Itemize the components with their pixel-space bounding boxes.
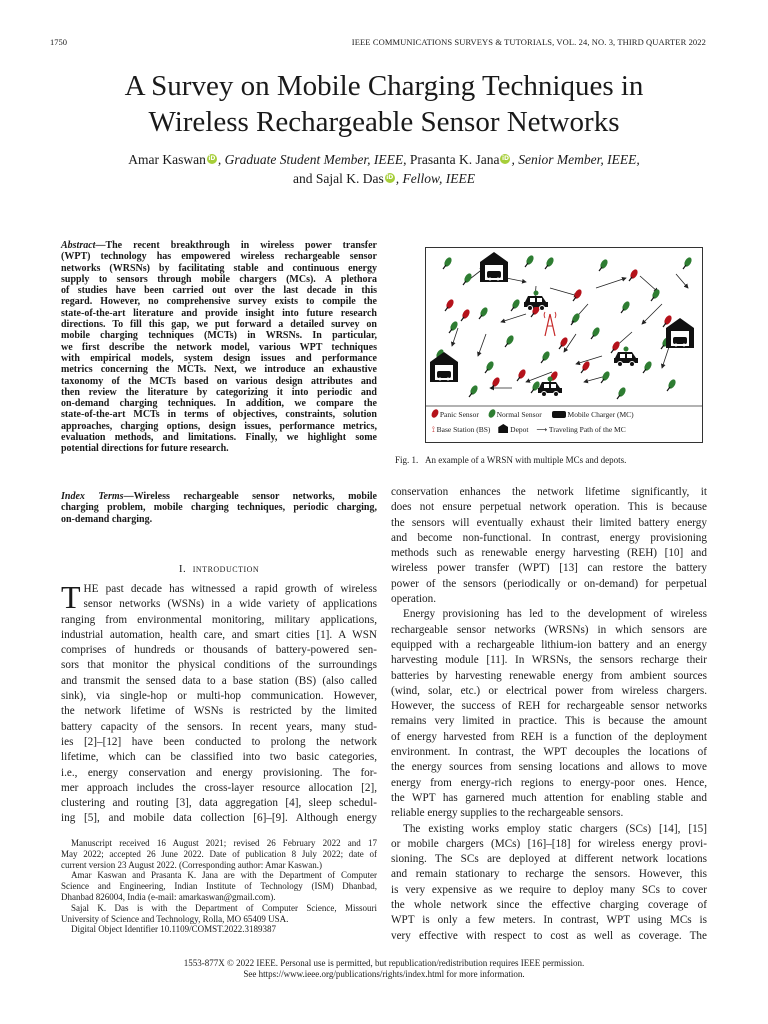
legend-panic-label: Panic Sensor — [439, 410, 479, 419]
body-line: sors that monitor the physical conditions of the surroundings — [61, 659, 377, 672]
author-role: , Graduate Student Member, IEEE — [217, 152, 404, 167]
body-line: the energy sources from sensing locations and allows to move — [391, 761, 707, 774]
body-line: ing [5], and mobile data collection [6]–[9]. Although energy — [61, 812, 377, 825]
body-line: ranging from environmental monitoring, military applications, — [61, 613, 377, 626]
body-line: equipped with a rechargeable lithium-ion battery and an energy — [391, 638, 707, 651]
section-number: I. — [178, 563, 187, 575]
abstract-line: —The recent breakthrough in wireless power transfer — [95, 240, 377, 251]
body-line: i.e., energy conservation and energy provisioning. The for- — [61, 766, 377, 779]
body-line: operation. — [391, 593, 437, 606]
index-terms — [61, 491, 377, 525]
body-line: the sensors will eventually exhaust their limited battery energy — [391, 516, 707, 529]
body-line: and transmit the sensed data to a base station (BS) (also called — [61, 674, 377, 687]
body-line: reliable energy supplies to the rechargeable sensors. — [391, 807, 624, 820]
abstract-line: on-demand charging techniques. In addition, we compare the — [61, 398, 377, 410]
depot-icons — [430, 252, 694, 382]
body-line: environment. In contrast, the WPT decouples the locations of — [391, 746, 707, 759]
orcid-icon[interactable]: iD — [501, 155, 509, 162]
abstract-line: we first describe the network model, various WPT techniques — [61, 341, 377, 353]
panic-sensors — [445, 266, 673, 389]
legend-row-1 — [432, 409, 634, 419]
page-number: 1750 — [50, 37, 67, 47]
body-line: lifetime, which can be classified into two basic categories, — [61, 751, 377, 764]
author-role: , Fellow, IEEE — [395, 171, 475, 186]
body-line: wireless power transfer (WPT) [13] can restore the battery — [391, 562, 707, 575]
body-line: ies [2]–[12] have been conducted to prolong the network — [61, 735, 377, 748]
footnote-line: Manuscript received 16 August 2021; revised 26 February 2022 and 17 — [71, 838, 377, 848]
figure-caption — [395, 455, 626, 465]
body-line: sensor networks (WSNs) in a wide variety of applications — [83, 598, 377, 611]
body-line: very effective with respect to cost as well as coverage. The — [391, 929, 707, 942]
footnote-line: Science and Engineering, Indian Institute of Technology (ISM) Dhanbad, — [61, 881, 377, 892]
panic-sensor-icon — [430, 408, 440, 419]
body-line: power of the sensors (periodically or on-demand) for perpetual — [391, 577, 707, 590]
body-line: However, the success of REH for rechargeable sensor networks — [391, 700, 707, 713]
orcid-icon[interactable]: iD — [208, 155, 216, 162]
body-line: or mobile chargers (MCs) [16]–[18] for wireless energy provi- — [391, 837, 707, 850]
abstract-line: then review the literature by categorizing it into periodic and — [61, 386, 377, 398]
abstract-line: approaches, charging options, design issues, performance metrics, — [61, 420, 377, 432]
body-line: conservation enhances the network lifetime significantly, it — [391, 486, 707, 498]
footnote-line: University of Science and Technology, Rolla, MO 65409 USA. — [61, 913, 289, 924]
body-line: Energy provisioning has led to the development of wireless — [403, 608, 707, 621]
abstract-line: state-of-the-art literature and provide insight into future research — [61, 307, 377, 319]
legend-path-label: Traveling Path of the MC — [548, 425, 626, 434]
abstract-line: directions. To fill this gap, we put forward a detailed survey on — [61, 319, 377, 331]
abstract-label: Abstract — [61, 240, 96, 251]
footnote-line: May 2022; accepted 26 June 2022. Date of publication 8 July 2022; date of — [61, 848, 377, 859]
base-station-legend-icon: ⟟ — [432, 425, 435, 434]
index-terms-line: —Wireless rechargeable sensor networks, mobile — [123, 491, 377, 502]
body-line: methods such as renewable energy harvesting (REH) [10] and — [391, 547, 707, 560]
body-line: WPT is only a few meters. In contrast, WPT using MCs is — [391, 914, 707, 927]
abstract-line: mobile charging techniques (MCTs) in WRSNs. In particular, — [61, 330, 377, 342]
body-line: The existing works employ static chargers (SCs) [14], [15] — [403, 822, 707, 835]
body-line: rechargeable sensor networks (WRSNs) in which sensors are — [391, 623, 707, 636]
body-line: HE past decade has witnessed a rapid growth of wireless — [83, 583, 377, 595]
body-line: mer approach includes the cross-layer resource allocation [2], — [61, 781, 377, 794]
body-line: comprises of hundreds or thousands of battery-powered sen- — [61, 644, 377, 657]
abstract-line: of studies have been carried out over the last decade in this — [61, 285, 377, 297]
legend-depot-label: Depot — [510, 425, 529, 434]
depot-legend-icon — [498, 424, 508, 433]
author-name: and Sajal K. Das — [293, 171, 384, 186]
footnotes — [61, 838, 377, 935]
index-terms-line: on-demand charging. — [61, 513, 153, 525]
index-terms-label: Index Terms — [61, 491, 124, 502]
legend-charger-label: Mobile Charger (MC) — [567, 410, 634, 419]
body-line: clustering and routing [3], data aggregation [4], sleep schedul- — [61, 797, 377, 810]
abstract-line: with empirical models, system design issues and performance — [61, 352, 377, 364]
author-role: , Senior Member, IEEE, — [511, 152, 640, 167]
section-title: introduction — [192, 563, 260, 575]
body-line: sink), via single-hop or multi-hop communication. However, — [61, 690, 377, 703]
author-name: , Prasanta K. Jana — [403, 152, 500, 167]
author-name: Amar Kaswan — [128, 152, 206, 167]
body-line: the network lifetime of WSNs is restricted by the limited — [61, 705, 377, 718]
running-head: IEEE COMMUNICATIONS SURVEYS & TUTORIALS, VOL. 24, NO. 3, THIRD QUARTER 2022 — [351, 37, 706, 47]
body-line: of energy harvested from REH is a function of the deployment — [391, 730, 707, 743]
body-line: and become non-functional. In contrast, energy provisioning — [391, 531, 707, 544]
section-heading — [61, 563, 377, 575]
figure-wrsn — [425, 247, 703, 443]
title-line-1: A Survey on Mobile Charging Techniques in — [124, 70, 644, 102]
abstract-line: evaluation methods, and limitations. Finally, we highlight some — [61, 432, 377, 444]
abstract-line: regard. However, no comprehensive survey exists to compile the — [61, 296, 377, 308]
author-line-2 — [40, 170, 728, 188]
body-line: is very expensive as we require to deploy many SCs to cover — [391, 883, 707, 896]
legend-bs-label: Base Station (BS) — [436, 425, 491, 434]
legend-normal-label: Normal Sensor — [496, 410, 542, 419]
body-line: the WPT has garnered much attention for enabling stable and — [391, 791, 707, 804]
mobile-charger-icons — [524, 291, 638, 397]
author-line-1 — [40, 151, 728, 169]
body-line: industrial automation, health care, and smart cities [1]. A WSN — [61, 628, 377, 641]
abstract-line: state-of-the-art MCTs in terms of objectives, constraints, solution — [61, 409, 377, 421]
intro-body — [61, 579, 377, 827]
body-line: energy from energy-rich regions to energy-poor ones. Hence, — [391, 776, 707, 789]
body-line: (wind, solar, etc.) or electrical power from wireless chargers. — [391, 684, 707, 697]
paper-title — [40, 68, 728, 140]
footnote-line: Dhanbad 826004, India (e-mail: amarkaswan@gmail.com). — [61, 891, 276, 902]
drop-cap: T — [61, 579, 81, 615]
abstract-line: supply to sensors through mobile chargers (MCs). A plethora — [61, 273, 377, 285]
mobile-charger-icon — [552, 411, 566, 418]
body-line: batteries by harvesting renewable energy from ambient sources — [391, 669, 707, 682]
figure-label: Fig. 1. — [395, 455, 419, 465]
abstract-line: taxonomy of the MCTs based on various design attributes and — [61, 375, 377, 387]
orcid-icon[interactable]: iD — [386, 174, 394, 181]
base-station-icon — [544, 312, 556, 336]
body-line: remains very limited in practice. This is because the amount — [391, 715, 707, 728]
abstract-line: metrics concerning the MCTs. Next, we introduce an exhaustive — [61, 364, 377, 376]
body-line: sioning. The SCs are deployed at different network locations — [391, 853, 707, 866]
abstract-line: potential directions for future research. — [61, 443, 229, 455]
footnote-line: Amar Kaswan and Prasanta K. Jana are with the Department of Computer — [71, 870, 377, 881]
body-line: the whole network since the effective charging coverage of — [391, 899, 707, 912]
abstract — [61, 240, 377, 455]
right-column-body — [391, 485, 707, 944]
index-terms-line: charging problem, mobile charging techniques, periodic charging, — [61, 502, 377, 514]
normal-sensor-icon — [487, 408, 497, 419]
footnote-line: Sajal K. Das is with the Department of Computer Science, Missouri — [71, 902, 377, 913]
arrow-icon: ⟶ — [536, 425, 548, 434]
legend-row-2 — [432, 424, 626, 435]
copyright-notice: 1553-877X © 2022 IEEE. Personal use is permitted, but republication/redistribution requires IEEE permission. — [183, 958, 585, 968]
footnote-line: current version 23 August 2022. (Corresponding author: Amar Kaswan.) — [61, 859, 322, 870]
figure-caption-text: An example of a WRSN with multiple MCs and depots. — [425, 455, 627, 465]
body-line: battery capacity of the sensors. In recent years, many stud- — [61, 720, 377, 733]
abstract-line: (WPT) technology has empowered wireless rechargeable sensor — [61, 251, 377, 263]
rights-link: See https://www.ieee.org/publications/rights/index.html for more information. — [243, 969, 525, 979]
body-line: and remain stationary to recharge the sensors. However, this — [391, 868, 707, 881]
body-line: harvesting module [11]. In WRSNs, the sensors recharge their — [391, 654, 707, 667]
abstract-line: networks (WRSNs) by facilitating stable and continuous energy — [61, 262, 377, 274]
body-line: does not ensure perpetual network operation. This is because — [391, 501, 707, 514]
footnote-line: Digital Object Identifier 10.1109/COMST.2022.3189387 — [71, 924, 276, 935]
title-line-2: Wireless Rechargeable Sensor Networks — [148, 106, 620, 138]
